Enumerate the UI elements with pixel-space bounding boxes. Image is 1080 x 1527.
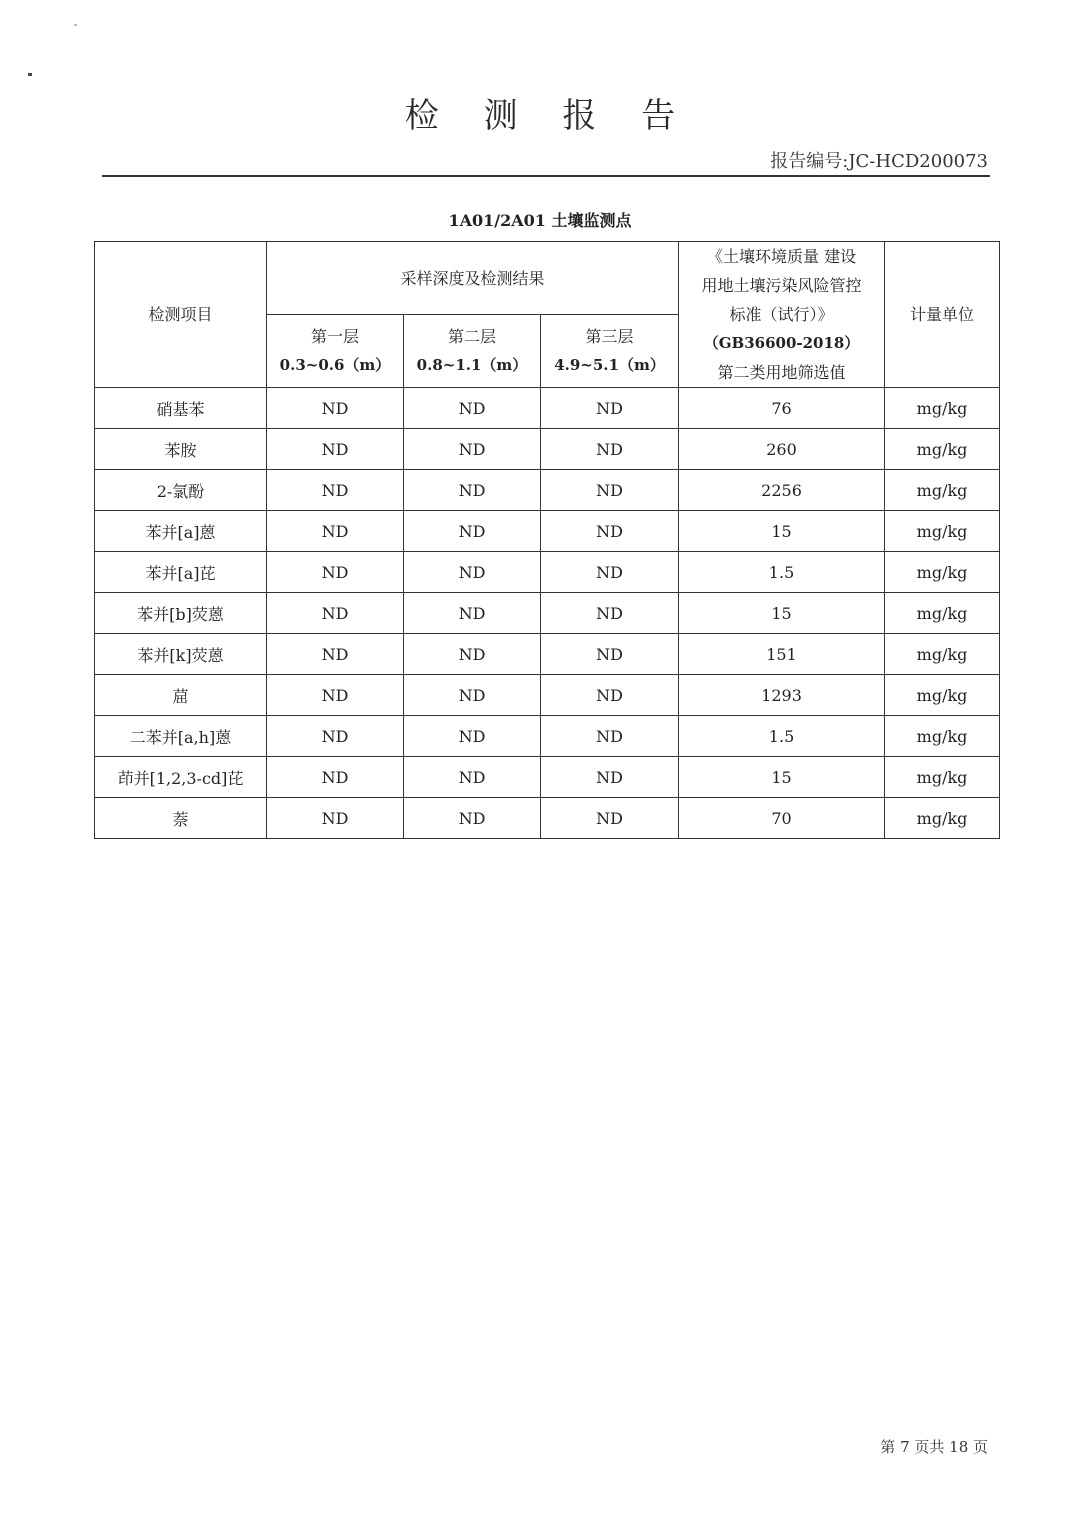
cell-item: 硝基苯 [95,388,267,429]
cell-unit: mg/kg [885,511,1000,552]
table-row [95,429,1000,470]
layer-depth: 0.3~0.6（m） [279,356,391,374]
cell-standard: 15 [679,593,885,634]
cell-item: 茚并[1,2,3-cd]芘 [95,757,267,798]
cell-layer-3: ND [541,593,679,634]
cell-layer-1: ND [267,429,404,470]
cell-layer-3: ND [541,511,679,552]
cell-standard: 2256 [679,470,885,511]
cell-unit: mg/kg [885,716,1000,757]
scan-speck [28,73,32,76]
header-layer-3 [541,315,679,388]
header-unit: 计量单位 [885,242,1000,388]
table-row [95,634,1000,675]
cell-unit: mg/kg [885,388,1000,429]
layer-depth: 0.8~1.1（m） [416,356,528,374]
cell-layer-3: ND [541,634,679,675]
cell-item: 苯胺 [95,429,267,470]
cell-layer-3: ND [541,675,679,716]
cell-layer-3: ND [541,388,679,429]
cell-standard: 15 [679,511,885,552]
cell-unit: mg/kg [885,552,1000,593]
page-footer: 第 7 页共 18 页 [880,1438,988,1456]
cell-standard: 1293 [679,675,885,716]
cell-item: 苯并[k]荧蒽 [95,634,267,675]
cell-unit: mg/kg [885,675,1000,716]
cell-item: 萘 [95,798,267,839]
cell-unit: mg/kg [885,593,1000,634]
cell-layer-2: ND [404,470,541,511]
cell-layer-2: ND [404,634,541,675]
standard-line-3: 标准（试行）》 [729,305,834,324]
header-results-group: 采样深度及检测结果 [267,242,679,315]
cell-standard: 15 [679,757,885,798]
cell-layer-1: ND [267,757,404,798]
cell-standard: 70 [679,798,885,839]
cell-layer-1: ND [267,470,404,511]
cell-layer-2: ND [404,798,541,839]
cell-item: 苯并[a]芘 [95,552,267,593]
cell-layer-3: ND [541,552,679,593]
table-row [95,593,1000,634]
cell-standard: 76 [679,388,885,429]
cell-item: 2-氯酚 [95,470,267,511]
cell-layer-2: ND [404,716,541,757]
table-row [95,388,1000,429]
cell-layer-1: ND [267,593,404,634]
header-standard [679,242,885,388]
cell-layer-3: ND [541,470,679,511]
cell-unit: mg/kg [885,798,1000,839]
standard-line-5: 第二类用地筛选值 [717,363,846,382]
cell-item: 苯并[b]荧蒽 [95,593,267,634]
standard-line-1: 《土壤环境质量 建设 [706,247,857,266]
table-row [95,675,1000,716]
cell-unit: mg/kg [885,757,1000,798]
cell-unit: mg/kg [885,429,1000,470]
cell-standard: 1.5 [679,552,885,593]
cell-item: 䓛 [95,675,267,716]
cell-layer-2: ND [404,552,541,593]
cell-standard: 1.5 [679,716,885,757]
layer-name: 第一层 [310,327,359,346]
cell-standard: 260 [679,429,885,470]
cell-layer-2: ND [404,429,541,470]
cell-layer-3: ND [541,429,679,470]
results-table [94,241,1000,839]
scan-speck [74,24,77,26]
table-row [95,470,1000,511]
cell-standard: 151 [679,634,885,675]
cell-layer-2: ND [404,675,541,716]
cell-layer-3: ND [541,716,679,757]
cell-layer-2: ND [404,593,541,634]
table-row [95,716,1000,757]
cell-layer-1: ND [267,798,404,839]
cell-layer-3: ND [541,757,679,798]
cell-layer-2: ND [404,757,541,798]
cell-layer-1: ND [267,511,404,552]
header-layer-2 [404,315,541,388]
cell-layer-1: ND [267,634,404,675]
cell-item: 苯并[a]蒽 [95,511,267,552]
cell-layer-2: ND [404,511,541,552]
layer-depth: 4.9~5.1（m） [554,356,665,374]
layer-name: 第二层 [447,327,496,346]
cell-layer-1: ND [267,552,404,593]
cell-layer-1: ND [267,675,404,716]
standard-line-2: 用地土壤污染风险管控 [701,276,862,295]
cell-layer-2: ND [404,388,541,429]
header-rule [102,175,990,177]
header-item: 检测项目 [95,242,267,388]
cell-unit: mg/kg [885,634,1000,675]
cell-unit: mg/kg [885,470,1000,511]
header-layer-1 [267,315,404,388]
document-title: 检 测 报 告 [404,96,693,136]
cell-layer-1: ND [267,716,404,757]
layer-name: 第三层 [585,327,634,346]
table-row [95,757,1000,798]
table-row [95,511,1000,552]
report-number: 报告编号:JC-HCD200073 [770,151,988,172]
table-caption: 1A01/2A01 土壤监测点 [448,211,632,230]
standard-code: （GB36600-2018） [703,334,860,352]
cell-layer-3: ND [541,798,679,839]
cell-layer-1: ND [267,388,404,429]
table-row [95,798,1000,839]
table-row [95,552,1000,593]
cell-item: 二苯并[a,h]蒽 [95,716,267,757]
